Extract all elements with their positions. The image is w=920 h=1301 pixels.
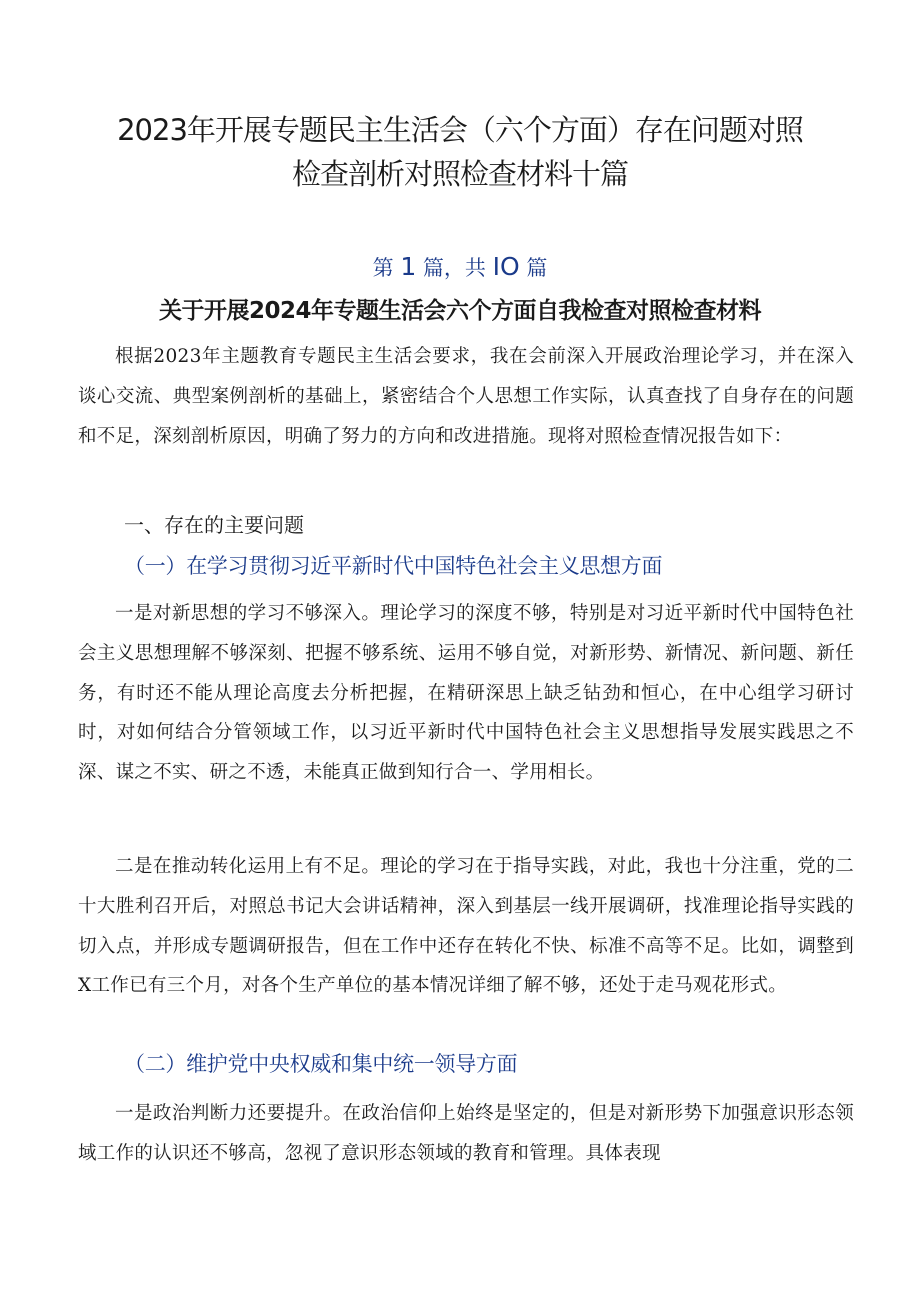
document-title-line-2: 检查剖析对照检查材料十篇 [291, 157, 628, 191]
chapter-number: 1 [400, 252, 417, 281]
section-heading-main-problems: 一、存在的主要问题 [124, 513, 304, 537]
chapter-suffix: 篇 [526, 256, 548, 280]
chapter-indicator [0, 250, 920, 285]
chapter-middle: 篇，共 [422, 256, 486, 280]
article-subtitle: 关于开展2024年专题生活会六个方面自我检查对照检查材料 [158, 298, 761, 324]
subsection-heading-1: （一）在学习贯彻习近平新时代中国特色社会主义思想方面 [124, 554, 663, 578]
intro-paragraph: 根据2023年主题教育专题民主生活会要求，我在会前深入开展政治理论学习，并在深入谈心交流、典型案例剖析的基础上，紧密结合个人思想工作实际，认真查找了自身存在的问题和不足，深刻剖析原因，明确了努力的方向和改进措施。现将对照检查情况报告如下： [78, 346, 854, 447]
subsection-1-paragraph-1: 一是对新思想的学习不够深入。理论学习的深度不够，特别是对习近平新时代中国特色社会主义思想理解不够深刻、把握不够系统、运用不够自觉，对新形势、新情况、新问题、新任务，有时还不能从理论高度去分析把握，在精研深思上缺乏钻劲和恒心，在中心组学习研讨时，对如何结合分管领域工作，以习近平新时代中国特色社会主义思想指导发展实践思之不深、谋之不实、研之不透，未能真正做到知行合一、学用相长。 [78, 603, 854, 784]
document-title-line-1: 2023年开展专题民主生活会（六个方面）存在问题对照 [117, 113, 803, 147]
subsection-1-paragraph-2: 二是在推动转化运用上有不足。理论的学习在于指导实践，对此，我也十分注重，党的二十大胜利召开后，对照总书记大会讲话精神，深入到基层一线开展调研，找准理论指导实践的切入点，并形成专题调研报告，但在工作中还存在转化不快、标准不高等不足。比如，调整到X工作已有三个月，对各个生产单位的基本情况详细了解不够，还处于走马观花形式。 [78, 856, 854, 997]
subsection-heading-2: （二）维护党中央权威和集中统一领导方面 [124, 1052, 518, 1076]
chapter-prefix: 第 [372, 256, 394, 280]
chapter-total: IO [492, 252, 520, 281]
subsection-2-paragraph-1: 一是政治判断力还要提升。在政治信仰上始终是坚定的，但是对新形势下加强意识形态领域工作的认识还不够高，忽视了意识形态领域的教育和管理。具体表现 [78, 1103, 854, 1164]
